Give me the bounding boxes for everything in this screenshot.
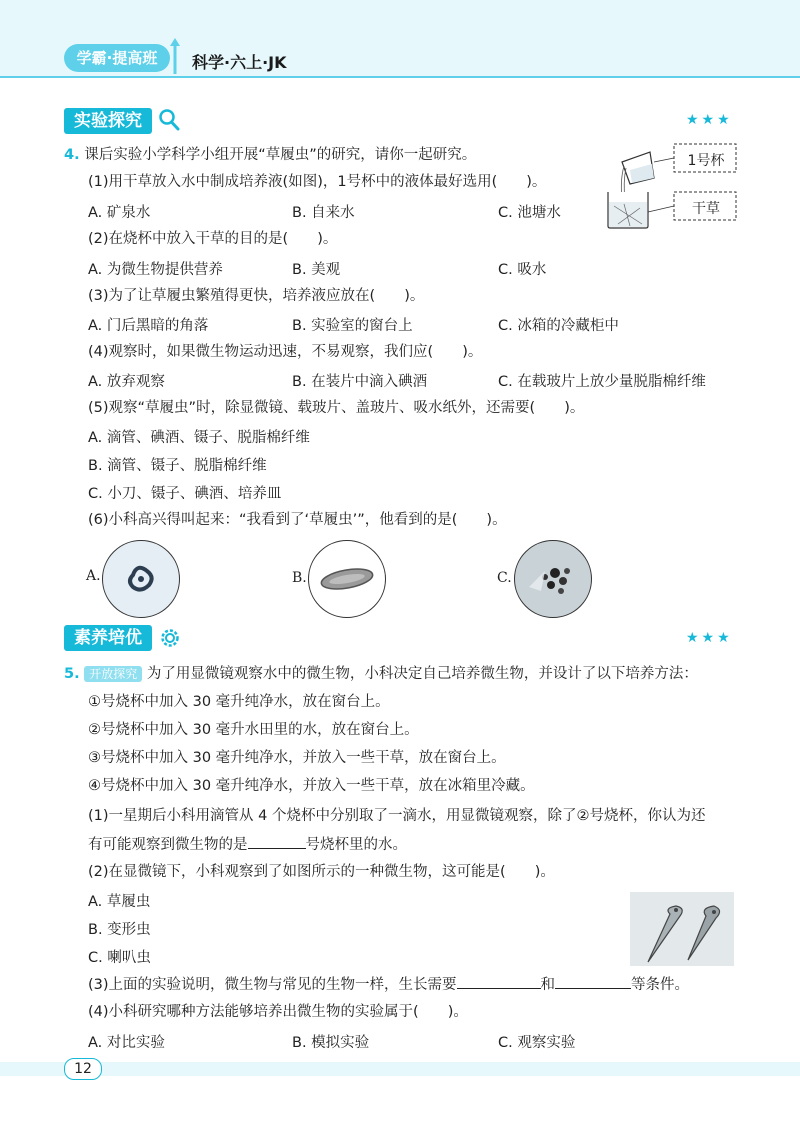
q4-sub-6: (6)小科高兴得叫起来：“我看到了‘草履虫’”，他看到的是( )。 bbox=[88, 512, 507, 528]
q4-4-option-a: A. 放弃观察 bbox=[88, 374, 165, 390]
question-text: 课后实验小学科学小组开展“草履虫”的研究，请你一起研究。 bbox=[84, 147, 477, 163]
q4-4-option-c: C. 在载玻片上放少量脱脂棉纤维 bbox=[498, 374, 706, 390]
q4-5-option-b: B. 滴管、镊子、脱脂棉纤维 bbox=[88, 458, 267, 474]
q5-sub-4: (4)小科研究哪种方法能够培养出微生物的实验属于( )。 bbox=[88, 1004, 468, 1020]
question-number: 4. bbox=[64, 147, 80, 163]
q4-3-option-b: B. 实验室的窗台上 bbox=[292, 318, 413, 334]
q4-sub-2: (2)在烧杯中放入干草的目的是( )。 bbox=[88, 231, 338, 247]
blank-prefix: (3)上面的实验说明，微生物与常见的生物一样，生长需要 bbox=[88, 977, 457, 993]
beaker-illustration bbox=[608, 192, 648, 228]
q5-sub-3 bbox=[88, 974, 689, 995]
q4-1-option-a: A. 矿泉水 bbox=[88, 205, 151, 221]
question-4-stem bbox=[64, 145, 476, 165]
method-3: ③号烧杯中加入 30 毫升纯净水，并放入一些干草，放在窗台上。 bbox=[88, 750, 506, 766]
q4-2-option-c: C. 吸水 bbox=[498, 262, 547, 278]
blank-prefix: 有可能观察到微生物的是 bbox=[88, 837, 248, 853]
q4-5-option-a: A. 滴管、碘酒、镊子、脱脂棉纤维 bbox=[88, 430, 310, 446]
q5-2-option-a: A. 草履虫 bbox=[88, 894, 151, 910]
difficulty-stars: ★★★ bbox=[686, 630, 733, 646]
method-4: ④号烧杯中加入 30 毫升纯净水，并放入一些干草，放在冰箱里冷藏。 bbox=[88, 778, 535, 794]
amoeba-micrograph bbox=[102, 540, 180, 618]
blank-suffix: 等条件。 bbox=[631, 977, 690, 993]
q4-1-option-b: B. 自来水 bbox=[292, 205, 355, 221]
q4-sub-3: (3)为了让草履虫繁殖得更快，培养液应放在( )。 bbox=[88, 288, 425, 304]
q4-3-option-c: C. 冰箱的冷藏柜中 bbox=[498, 318, 619, 334]
series-badge: 学霸·提高班 bbox=[64, 44, 170, 72]
q4-sub-5: (5)观察“草履虫”时，除显微镜、载玻片、盖玻片、吸水纸外，还需要( )。 bbox=[88, 400, 585, 416]
method-2: ②号烧杯中加入 30 毫升水田里的水，放在窗台上。 bbox=[88, 722, 419, 738]
q4-2-option-a: A. 为微生物提供营养 bbox=[88, 262, 223, 278]
q5-4-option-b: B. 模拟实验 bbox=[292, 1035, 370, 1051]
microbe-cluster-micrograph bbox=[514, 540, 592, 618]
answer-blank[interactable] bbox=[248, 834, 306, 849]
q5-2-option-b: B. 变形虫 bbox=[88, 922, 151, 938]
answer-blank-2[interactable] bbox=[555, 974, 631, 989]
difficulty-stars: ★★★ bbox=[686, 112, 733, 128]
subject-title: 科学·六上·JK bbox=[192, 53, 287, 72]
question-text: 为了用显微镜观察水中的微生物，小科决定自己培养微生物，并设计了以下培养方法： bbox=[146, 666, 698, 682]
q5-sub-1-line-1: (1)一星期后小科用滴管从 4 个烧杯中分别取了一滴水，用显微镜观察，除了②号烧杯，你认为还 bbox=[88, 808, 706, 824]
q5-4-option-a: A. 对比实验 bbox=[88, 1035, 165, 1051]
gear-icon bbox=[158, 626, 182, 650]
q5-sub-2: (2)在显微镜下，小科观察到了如图所示的一种微生物，这可能是( )。 bbox=[88, 864, 555, 880]
q5-sub-1-line-2 bbox=[88, 834, 407, 855]
question-5-stem bbox=[64, 664, 698, 684]
section-title-text: 素养培优 bbox=[74, 628, 142, 648]
q5-2-option-c: C. 喇叭虫 bbox=[88, 950, 151, 966]
question-number: 5. bbox=[64, 666, 80, 682]
section-title-text: 实验探究 bbox=[74, 111, 142, 131]
blank-suffix: 号烧杯里的水。 bbox=[305, 837, 407, 853]
q4-2-option-b: B. 美观 bbox=[292, 262, 341, 278]
cup-1-illustration bbox=[622, 152, 654, 184]
paramecium-micrograph bbox=[308, 540, 386, 618]
section-title-literacy bbox=[64, 625, 152, 651]
magnifier-icon bbox=[158, 108, 180, 132]
answer-blank-1[interactable] bbox=[457, 974, 541, 989]
arrow-up-icon bbox=[168, 36, 182, 76]
image-option-c-label: C. bbox=[497, 570, 512, 586]
q4-3-option-a: A. 门后黑暗的角落 bbox=[88, 318, 209, 334]
method-1: ①号烧杯中加入 30 毫升纯净水，放在窗台上。 bbox=[88, 694, 390, 710]
open-inquiry-tag: 开放探究 bbox=[84, 666, 142, 682]
image-option-a-label: A. bbox=[86, 568, 101, 584]
cup-1-label: 1号杯 bbox=[687, 153, 725, 169]
q4-1-option-c: C. 池塘水 bbox=[498, 205, 561, 221]
section-title-experiment bbox=[64, 108, 152, 134]
q5-4-option-c: C. 观察实验 bbox=[498, 1035, 576, 1051]
trumpet-animalcule-micrograph bbox=[630, 892, 734, 966]
dry-grass-label: 干草 bbox=[692, 201, 720, 217]
page-number: 12 bbox=[64, 1058, 102, 1080]
footer-band bbox=[0, 1062, 800, 1076]
q4-sub-4: (4)观察时，如果微生物运动迅速，不易观察，我们应( )。 bbox=[88, 344, 483, 360]
image-option-b-label: B. bbox=[292, 570, 307, 586]
header-divider bbox=[0, 76, 800, 78]
q4-sub-1: (1)用干草放入水中制成培养液(如图)，1号杯中的液体最好选用( )。 bbox=[88, 174, 547, 190]
blank-middle: 和 bbox=[540, 977, 556, 993]
q4-5-option-c: C. 小刀、镊子、碘酒、培养皿 bbox=[88, 486, 282, 502]
q4-4-option-b: B. 在装片中滴入碘酒 bbox=[292, 374, 428, 390]
